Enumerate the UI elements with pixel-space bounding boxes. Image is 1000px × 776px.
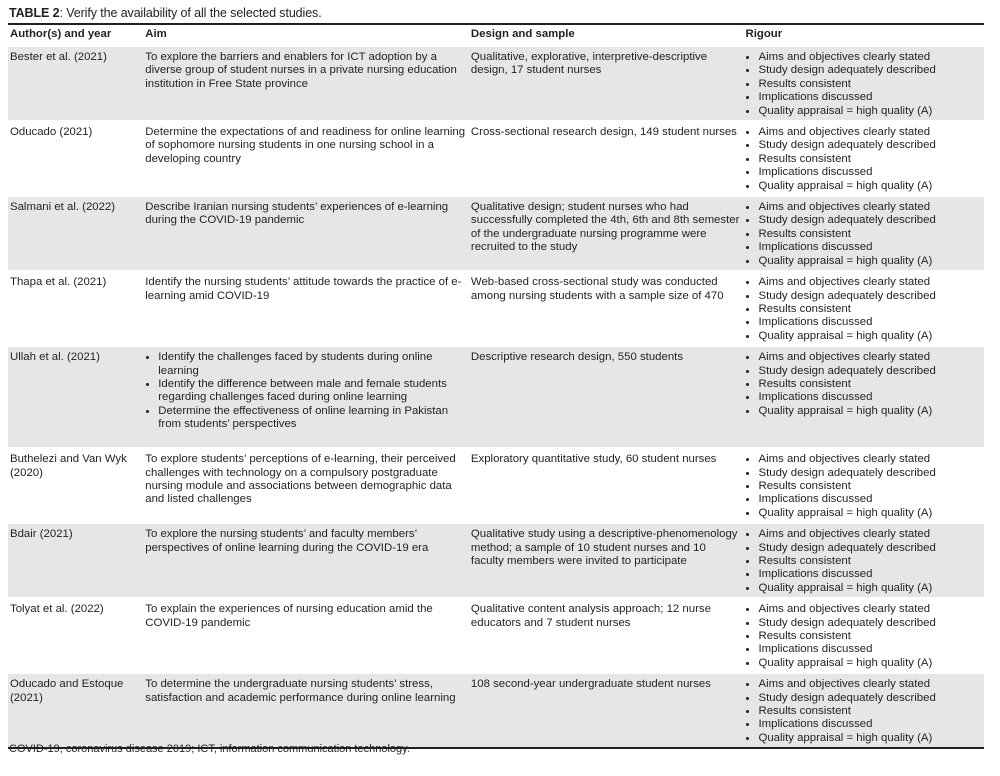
cell-author-year: Salmani et al. (2022) <box>8 196 143 271</box>
rigour-list-item: • Aims and objectives clearly stated <box>758 51 982 64</box>
rigour-list <box>745 603 982 670</box>
cell-design-sample: Descriptive research design, 550 students <box>469 346 744 448</box>
cell-aim <box>143 121 469 196</box>
rigour-list-item: • Quality appraisal = high quality (A) <box>758 105 982 118</box>
rigour-list-item: • Study design adequately described <box>758 542 982 555</box>
cell-rigour <box>743 598 984 673</box>
rigour-list-item: • Study design adequately described <box>758 692 982 705</box>
rigour-list-item: • Study design adequately described <box>758 467 982 480</box>
cell-aim <box>143 346 469 448</box>
rigour-list-item: • Implications discussed <box>758 568 982 581</box>
rigour-list-item: • Study design adequately described <box>758 365 982 378</box>
rigour-list-item: • Aims and objectives clearly stated <box>758 528 982 541</box>
table-row <box>8 196 984 271</box>
cell-author-year: Buthelezi and Van Wyk (2020) <box>10 453 127 479</box>
rigour-list-item: • Aims and objectives clearly stated <box>758 453 982 466</box>
rigour-list <box>745 528 982 595</box>
cell-author-year: Bdair (2021) <box>8 523 143 598</box>
header-aim: Aim <box>145 28 167 40</box>
rigour-list-item: • Results consistent <box>758 378 982 391</box>
rigour-list-item: • Results consistent <box>758 153 982 166</box>
aim-list <box>145 351 467 431</box>
rigour-list <box>745 276 982 343</box>
cell-design-sample: 108 second-year undergraduate student nurses <box>469 673 744 748</box>
rigour-list-item: • Quality appraisal = high quality (A) <box>758 657 982 670</box>
table-row <box>8 523 984 598</box>
header-design-sample: Design and sample <box>470 28 575 40</box>
rigour-list-item: • Quality appraisal = high quality (A) <box>758 732 982 745</box>
cell-aim <box>143 448 469 523</box>
table-label: TABLE 2 <box>9 6 60 20</box>
header-rigour: Rigour <box>745 28 783 40</box>
rigour-list-item: • Implications discussed <box>758 643 982 656</box>
aim-text: To explore the barriers and enablers for ICT adoption by a diverse group of student nurses in a private nursing education institution in Free State province <box>145 51 457 90</box>
table-row <box>8 448 984 523</box>
cell-author-year: Ullah et al. (2021) <box>8 346 143 448</box>
table-row <box>8 673 984 748</box>
table-header-row <box>8 24 984 46</box>
aim-list-item: • Determine the effectiveness of online learning in Pakistan from students’ perspectives <box>158 405 467 432</box>
cell-aim <box>143 271 469 346</box>
table-row <box>8 46 984 121</box>
rigour-list-item: • Quality appraisal = high quality (A) <box>758 582 982 595</box>
table-body <box>8 46 984 748</box>
studies-table <box>8 23 984 749</box>
aim-text: Identify the nursing students’ attitude towards the practice of e-learning amid COVID-19 <box>145 276 462 302</box>
cell-rigour <box>743 271 984 346</box>
cell-author-year: Bester et al. (2021) <box>8 46 143 121</box>
rigour-list-item: • Results consistent <box>758 705 982 718</box>
cell-design-sample: Cross-sectional research design, 149 student nurses <box>470 126 737 139</box>
cell-aim <box>143 673 469 748</box>
table-row <box>8 598 984 673</box>
rigour-list-item: • Implications discussed <box>758 166 982 179</box>
cell-design-sample: Exploratory quantitative study, 60 student nurses <box>470 453 717 466</box>
rigour-list-item: • Implications discussed <box>758 91 982 104</box>
rigour-list-item: • Quality appraisal = high quality (A) <box>758 507 982 520</box>
cell-rigour <box>743 448 984 523</box>
cell-design-sample: Qualitative content analysis approach; 12 nurse educators and 7 student nurses <box>470 603 711 629</box>
rigour-list-item: • Study design adequately described <box>758 139 982 152</box>
table-row <box>8 121 984 196</box>
cell-aim <box>143 598 469 673</box>
rigour-list-item: • Results consistent <box>758 78 982 91</box>
rigour-list-item: • Aims and objectives clearly stated <box>758 351 982 364</box>
aim-text: To explain the experiences of nursing education amid the COVID-19 pandemic <box>145 603 433 629</box>
cell-rigour <box>743 121 984 196</box>
rigour-list-item: • Results consistent <box>758 228 982 241</box>
rigour-list-item: • Quality appraisal = high quality (A) <box>758 180 982 193</box>
table-footnote: COVID-19, coronavirus disease 2019; ICT, information communication technology. <box>9 743 410 755</box>
rigour-list-item: • Aims and objectives clearly stated <box>758 603 982 616</box>
rigour-list-item: • Results consistent <box>758 555 982 568</box>
aim-text: Describe Iranian nursing students’ experiences of e-learning during the COVID-19 pandemic <box>145 201 449 227</box>
rigour-list <box>745 51 982 118</box>
rigour-list <box>745 453 982 520</box>
rigour-list-item: • Study design adequately described <box>758 64 982 77</box>
rigour-list-item: • Implications discussed <box>758 241 982 254</box>
rigour-list-item: • Quality appraisal = high quality (A) <box>758 405 982 418</box>
cell-author-year: Oducado (2021) <box>10 126 93 139</box>
cell-aim <box>143 46 469 121</box>
cell-rigour <box>743 46 984 121</box>
rigour-list-item: • Results consistent <box>758 303 982 316</box>
rigour-list-item: • Quality appraisal = high quality (A) <box>758 330 982 343</box>
cell-rigour <box>743 523 984 598</box>
aim-text: To determine the undergraduate nursing students’ stress, satisfaction and academic performance during online learning <box>145 678 456 704</box>
rigour-list <box>745 351 982 418</box>
rigour-list-item: • Aims and objectives clearly stated <box>758 126 982 139</box>
cell-aim <box>143 523 469 598</box>
aim-list-item: • Identify the challenges faced by students during online learning <box>158 351 467 378</box>
aim-text: Determine the expectations of and readiness for online learning of sophomore nursing students in one nursing school in a developing country <box>145 126 466 165</box>
rigour-list-item: • Aims and objectives clearly stated <box>758 276 982 289</box>
rigour-list-item: • Implications discussed <box>758 391 982 404</box>
header-author-year: Author(s) and year <box>10 28 112 40</box>
table-caption <box>9 6 322 20</box>
rigour-list-item: • Implications discussed <box>758 316 982 329</box>
aim-text: To explore students’ perceptions of e-learning, their perceived challenges with technology on a compulsory postgraduate nursing module and associations between demographic data and listed challenges <box>145 453 456 506</box>
cell-author-year: Tolyat et al. (2022) <box>10 603 104 616</box>
rigour-list-item: • Quality appraisal = high quality (A) <box>758 255 982 268</box>
rigour-list-item: • Results consistent <box>758 630 982 643</box>
rigour-list-item: • Study design adequately described <box>758 214 982 227</box>
rigour-list-item: • Implications discussed <box>758 718 982 731</box>
cell-design-sample: Qualitative design; student nurses who had successfully completed the 4th, 6th and 8th semester of the undergraduate nursing programme were recruited to the study <box>469 196 744 271</box>
rigour-list-item: • Aims and objectives clearly stated <box>758 201 982 214</box>
cell-aim <box>143 196 469 271</box>
aim-text: To explore the nursing students’ and faculty members’ perspectives of online learning during the COVID-19 era <box>145 528 429 554</box>
cell-rigour <box>743 196 984 271</box>
cell-design-sample: Web-based cross-sectional study was conducted among nursing students with a sample size of 470 <box>470 276 724 302</box>
rigour-list <box>745 678 982 745</box>
table-caption-text: : Verify the availability of all the selected studies. <box>59 6 322 20</box>
table-row <box>8 271 984 346</box>
rigour-list-item: • Implications discussed <box>758 493 982 506</box>
aim-list-item: • Identify the difference between male and female students regarding challenges faced during online learning <box>158 378 467 405</box>
rigour-list <box>745 126 982 193</box>
rigour-list-item: • Study design adequately described <box>758 617 982 630</box>
cell-design-sample: Qualitative, explorative, interpretive-descriptive design, 17 student nurses <box>469 46 744 121</box>
cell-design-sample: Qualitative study using a descriptive-phenomenology method; a sample of 10 student nurses and 10 faculty members were invited to participate <box>469 523 744 598</box>
rigour-list-item: • Aims and objectives clearly stated <box>758 678 982 691</box>
cell-author-year: Thapa et al. (2021) <box>10 276 107 289</box>
cell-rigour <box>743 673 984 748</box>
cell-rigour <box>743 346 984 448</box>
rigour-list-item: • Study design adequately described <box>758 290 982 303</box>
rigour-list-item: • Results consistent <box>758 480 982 493</box>
cell-author-year: Oducado and Estoque (2021) <box>8 673 143 748</box>
rigour-list <box>745 201 982 268</box>
table-row <box>8 346 984 448</box>
